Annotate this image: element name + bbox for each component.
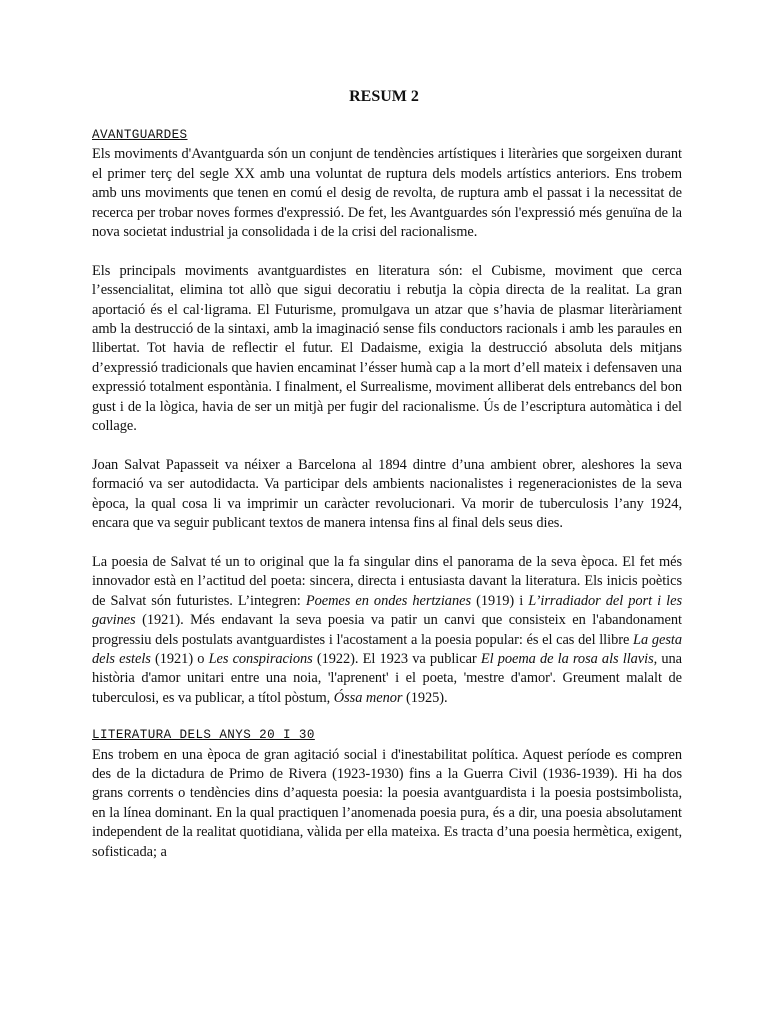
text-run: (1921). Més endavant la seva poesia va patir un canvi que consisteix en l'abandonament progressiu dels postulats avantguardistes i l'acostament a la poesia popular: és el cas del llibre bbox=[92, 612, 682, 648]
book-title: Óssa menor bbox=[333, 689, 403, 706]
paragraph-salvat-poesia bbox=[92, 553, 682, 708]
book-title: Poemes en ondes hertzianes bbox=[305, 592, 471, 609]
paragraph-salvat-biografia: Joan Salvat Papasseit va néixer a Barcelona al 1894 dintre d’una ambient obrer, aleshores la seva formació va ser autodidacta. Va participar dels ambients nacionalistes i regeneracionistes de la seva època, la qual cosa li va imprimir un caràcter revolucionari. Va morir de tuberculosis l’any 1924, encara que va seguir publicant textos de manera intensa fins al final dels seus dies. bbox=[92, 456, 682, 532]
text-run: (1922). El 1923 va publicar bbox=[312, 650, 481, 667]
paragraph-literatura-intro: Ens trobem en una època de gran agitació social i d'inestabilitat política. Aquest període es compren des de la dictadura de Primo de Rivera (1923-1930) fins a la Guerra Civil (1936-1939). Hi ha dos grans corrents o tendències dins d’aquesta poesia: la poesia avantguardista i la poesia postsimbolista, en la línea dominant. En la qual practiquen l’anomenada poesia pura, és a dir, una poesia absolutament independent de la realitat quotidiana, vàlida per ella mateixa. Es tracta d’una poesia hermètica, exigent, sofisticada; a bbox=[92, 746, 682, 860]
book-title: L’irradiador del port i les gavines bbox=[92, 592, 682, 629]
text-run: (1919) i bbox=[471, 592, 529, 609]
text-run: La poesia de Salvat té un to original que la fa singular dins el panorama de la seva època. El fet més innovador està en l’actitud del poeta: sincera, directa i entusiasta davant la literatura. Els inicis poètics de Salvat són futuristes. L’integren: bbox=[92, 553, 682, 609]
section-heading-literatura: LITERATURA DELS ANYS 20 I 30 bbox=[92, 728, 315, 743]
paragraph-avantguardes-intro: Els moviments d'Avantguarda són un conjunt de tendències artístiques i literàries que sorgeixen durant el primer terç del segle XX amb una voluntat de ruptura dels models artístics anteriors. Ens trobem amb uns moviments que tenen en comú el desig de revolta, de ruptura amb el passat i la necessitat de recerca per trobar noves formes d'expressió. De fet, les Avantguardes són l'expressió més genuïna de la nova societat industrial ja consolidada i de la crisi del racionalisme. bbox=[92, 146, 682, 241]
document-title: RESUM 2 bbox=[349, 88, 419, 105]
document-body bbox=[92, 126, 682, 862]
text-run: (1925). bbox=[402, 689, 448, 706]
book-title: El poema de la rosa als llavis bbox=[480, 650, 654, 667]
text-run: , una història d'amor unitari entre una noia, 'l'aprenent' i el poeta, 'mestre d'amor'. Greument malalt de tuberculosi, es va publicar, a títol pòstum, bbox=[92, 650, 682, 706]
text-run: (1921) o bbox=[150, 650, 209, 667]
book-title: Les conspiracions bbox=[208, 650, 313, 667]
section-heading-avantguardes: AVANTGUARDES bbox=[92, 128, 188, 142]
paragraph-avantguardes-moviments: Els principals moviments avantguardistes en literatura són: el Cubisme, moviment que cerca l’essencialitat, elimina tot allò que sigui decoratiu i rebutja la còpia directa de la realitat. La gran aportació és el cal·ligrama. El Futurisme, promulgava un atzar que s’havia de plasmar literàriament amb la destrucció de la sintaxi, amb la imaginació sense fils conductors racionals i amb les paraules en llibertat. Tot havia de reflectir el futur. El Dadaisme, exigia la destrucció absoluta dels mitjans d’expressió tradicionals que havien encaminat l’ésser humà cap a la mort d’ell mateix i defensaven una expressió totalment espontània. I finalment, el Surrealisme, moviment alliberat dels entrebancs del bon gust i de la lògica, havia de ser un mitjà per fugir del racionalisme. Ús de l’escriptura automàtica i del collage. bbox=[92, 262, 682, 435]
book-title: La gesta dels estels bbox=[92, 631, 682, 667]
